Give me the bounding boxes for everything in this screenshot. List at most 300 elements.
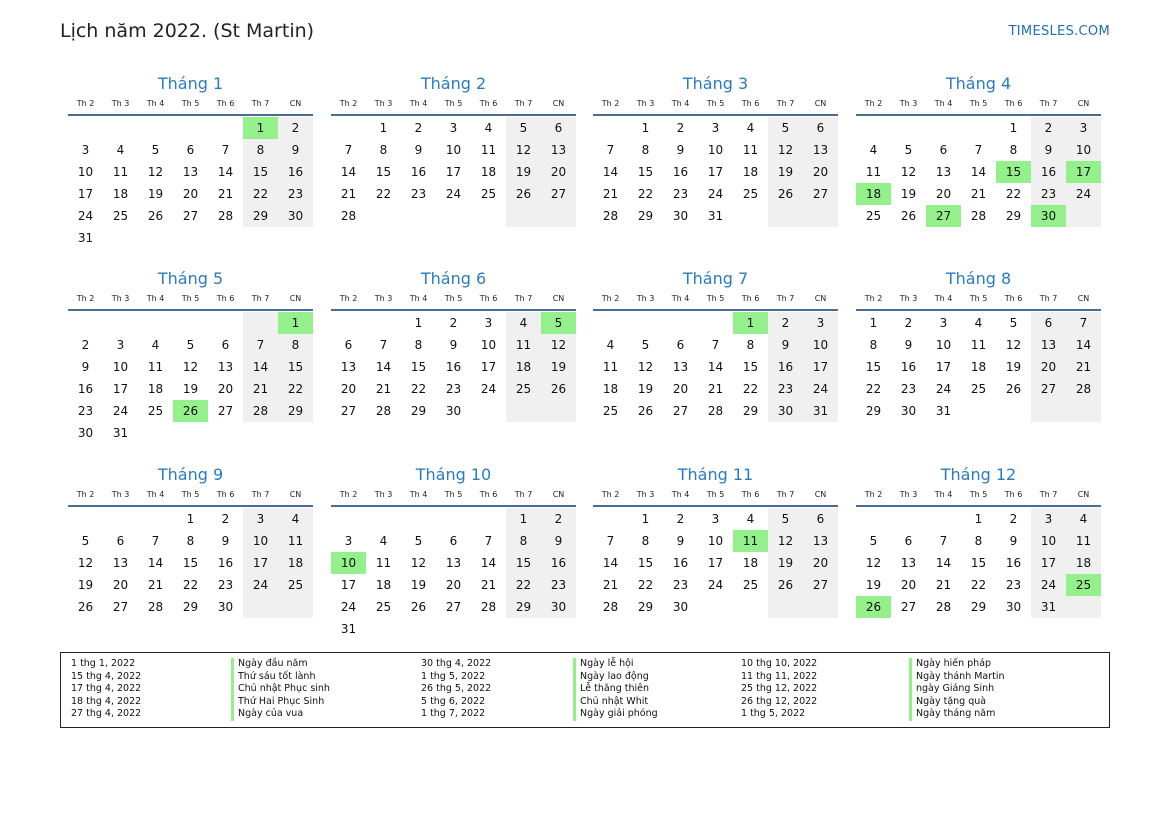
day-cell: 25: [742, 187, 759, 201]
day-cell: 30: [445, 404, 462, 418]
weekday-label: Th 5: [706, 490, 725, 499]
day-cell: 1: [519, 512, 528, 526]
day-cell: 17: [812, 360, 829, 374]
day-cell: 13: [812, 534, 829, 548]
day-cell: 19: [865, 578, 882, 592]
day-cell: 31: [707, 209, 724, 223]
legend-date: 26 thg 12, 2022: [741, 695, 818, 707]
day-cell: 9: [781, 338, 790, 352]
day-cell: 21: [340, 187, 357, 201]
weekday-label: CN: [552, 490, 565, 499]
day-cell: 24: [935, 382, 952, 396]
day-cell: 22: [287, 382, 304, 396]
day-cell: 2: [81, 338, 90, 352]
day-cell: 29: [742, 404, 759, 418]
day-cell: 16: [217, 556, 234, 570]
day-cell: 5: [81, 534, 90, 548]
day-cell: 1: [641, 512, 650, 526]
weekday-label: CN: [289, 99, 302, 108]
day-cell: 13: [445, 556, 462, 570]
day-cell: 22: [182, 578, 199, 592]
month-2: [331, 73, 576, 249]
day-cell: 12: [777, 534, 794, 548]
day-cell: 4: [484, 121, 493, 135]
day-cell: 8: [869, 338, 878, 352]
day-cell: 28: [217, 209, 234, 223]
day-cell: 15: [865, 360, 882, 374]
day-cell: 12: [77, 556, 94, 570]
day-cell: 15: [287, 360, 304, 374]
weekday-label: Th 7: [251, 294, 270, 303]
month-4: [856, 73, 1101, 249]
month-name: Tháng 1: [157, 74, 224, 93]
day-cell: 25: [112, 209, 129, 223]
weekday-label: Th 3: [111, 99, 130, 108]
day-cell: 3: [1079, 121, 1088, 135]
month-5: [68, 268, 313, 444]
day-cell: 21: [602, 187, 619, 201]
day-cell: 12: [515, 143, 532, 157]
day-cell: 26: [777, 187, 794, 201]
day-cell: 24: [1075, 187, 1092, 201]
legend-date: 1 thg 5, 2022: [741, 708, 806, 720]
day-cell: 2: [1044, 121, 1053, 135]
day-cell: 10: [112, 360, 129, 374]
day-cell: 23: [672, 578, 689, 592]
weekday-label: Th 2: [339, 294, 358, 303]
day-cell: 5: [641, 338, 650, 352]
legend-date: 15 thg 4, 2022: [71, 670, 142, 682]
holiday-day-cell: 26: [856, 596, 891, 618]
header-rule: [593, 505, 838, 507]
day-cell: 11: [1075, 534, 1092, 548]
day-cell: 11: [865, 165, 882, 179]
day-cell: 29: [637, 209, 654, 223]
month-9: [68, 464, 313, 640]
day-cell: 7: [606, 534, 615, 548]
day-cell: 27: [182, 209, 199, 223]
day-cell: 20: [112, 578, 129, 592]
day-cell: 8: [1009, 143, 1018, 157]
day-cell: 22: [410, 382, 427, 396]
day-cell: 23: [77, 404, 94, 418]
weekday-label: Th 7: [514, 99, 533, 108]
weekday-label: Th 4: [934, 490, 953, 499]
weekday-label: Th 4: [934, 99, 953, 108]
holiday-day-cell: 18: [856, 183, 891, 205]
holiday-day-cell: 25: [1066, 574, 1101, 596]
weekday-label: Th 4: [409, 294, 428, 303]
day-cell: 25: [375, 600, 392, 614]
day-cell: 6: [186, 143, 195, 157]
day-cell: 19: [182, 382, 199, 396]
day-cell: 27: [672, 404, 689, 418]
day-cell: 7: [1079, 316, 1088, 330]
day-cell: 19: [777, 556, 794, 570]
month-name: Tháng 6: [420, 269, 487, 288]
day-cell: 13: [182, 165, 199, 179]
weekday-label: Th 5: [969, 490, 988, 499]
day-cell: 8: [414, 338, 423, 352]
weekday-label: Th 4: [146, 490, 165, 499]
day-cell: 6: [449, 534, 458, 548]
day-cell: 16: [287, 165, 304, 179]
day-cell: 31: [812, 404, 829, 418]
day-cell: 14: [602, 556, 619, 570]
holiday-day-cell: 11: [733, 530, 768, 552]
day-cell: 18: [147, 382, 164, 396]
day-cell: 7: [221, 143, 230, 157]
day-cell: 9: [291, 143, 300, 157]
day-cell: 28: [935, 600, 952, 614]
day-cell: 31: [1040, 600, 1057, 614]
header-rule: [331, 114, 576, 116]
day-cell: 11: [112, 165, 129, 179]
day-cell: 23: [287, 187, 304, 201]
day-cell: 23: [410, 187, 427, 201]
day-cell: 9: [1044, 143, 1053, 157]
day-cell: 4: [379, 534, 388, 548]
day-cell: 10: [935, 338, 952, 352]
day-cell: 27: [340, 404, 357, 418]
weekday-label: Th 6: [1004, 490, 1023, 499]
weekday-label: Th 6: [741, 294, 760, 303]
month-3: [593, 73, 838, 249]
day-cell: 13: [935, 165, 952, 179]
weekday-label: CN: [1077, 294, 1090, 303]
weekday-header: [856, 97, 1101, 111]
legend-date: 11 thg 11, 2022: [741, 670, 818, 682]
day-cell: 8: [256, 143, 265, 157]
month-11: [593, 464, 838, 640]
holiday-day-cell: 1: [243, 117, 278, 139]
day-cell: 18: [1075, 556, 1092, 570]
day-cell: 25: [742, 578, 759, 592]
weekday-label: Th 3: [111, 490, 130, 499]
weekday-label: Th 2: [601, 99, 620, 108]
day-cell: 19: [1005, 360, 1022, 374]
day-cell: 28: [707, 404, 724, 418]
legend-date: 1 thg 1, 2022: [71, 658, 136, 669]
day-cell: 14: [147, 556, 164, 570]
weekday-label: Th 3: [374, 294, 393, 303]
legend-holiday-name: Ngày lao động: [573, 671, 658, 684]
day-cell: 21: [935, 578, 952, 592]
day-cell: 6: [816, 121, 825, 135]
day-cell: 7: [711, 338, 720, 352]
legend-holiday-name: Ngày thánh Martin: [909, 671, 1005, 684]
day-cell: 3: [256, 512, 265, 526]
weekday-header: [856, 292, 1101, 306]
month-name: Tháng 3: [682, 74, 749, 93]
day-cell: 3: [1044, 512, 1053, 526]
day-cell: 21: [375, 382, 392, 396]
legend-date: 10 thg 10, 2022: [741, 658, 818, 669]
day-cell: 1: [869, 316, 878, 330]
weekday-header: [68, 292, 313, 306]
day-cell: 1: [641, 121, 650, 135]
day-cell: 13: [812, 143, 829, 157]
day-cell: 6: [904, 534, 913, 548]
weekday-label: CN: [289, 294, 302, 303]
legend-holiday-name: Ngày đầu năm: [231, 658, 330, 671]
weekday-label: Th 2: [339, 490, 358, 499]
day-cell: 24: [707, 578, 724, 592]
day-cell: 22: [637, 187, 654, 201]
day-cell: 30: [287, 209, 304, 223]
day-cell: 24: [252, 578, 269, 592]
day-cell: 21: [252, 382, 269, 396]
header-rule: [593, 309, 838, 311]
day-cell: 16: [900, 360, 917, 374]
day-cell: 22: [637, 578, 654, 592]
legend-dates-3: [741, 658, 817, 721]
day-cell: 26: [900, 209, 917, 223]
weekday-label: Th 7: [514, 294, 533, 303]
weekday-header: [331, 292, 576, 306]
day-cell: 28: [375, 404, 392, 418]
weekday-label: Th 3: [636, 490, 655, 499]
weekday-label: Th 4: [409, 99, 428, 108]
day-grid: [331, 117, 576, 249]
weekday-header: [68, 97, 313, 111]
day-cell: 4: [746, 512, 755, 526]
day-cell: 6: [116, 534, 125, 548]
legend-holiday-name: Ngày giải phóng: [573, 708, 658, 721]
day-cell: 26: [410, 600, 427, 614]
day-cell: 23: [900, 382, 917, 396]
weekday-label: Th 5: [706, 294, 725, 303]
day-cell: 5: [186, 338, 195, 352]
holiday-day-cell: 1: [733, 312, 768, 334]
legend-holiday-name: Ngày của vua: [231, 708, 330, 721]
month-name: Tháng 8: [945, 269, 1012, 288]
legend-date: 25 thg 12, 2022: [741, 683, 818, 695]
day-cell: 12: [637, 360, 654, 374]
weekday-label: CN: [289, 490, 302, 499]
day-cell: 18: [480, 165, 497, 179]
day-cell: 29: [410, 404, 427, 418]
day-cell: 6: [1044, 316, 1053, 330]
day-cell: 28: [147, 600, 164, 614]
weekday-label: Th 4: [671, 99, 690, 108]
day-cell: 2: [904, 316, 913, 330]
legend-date: 1 thg 5, 2022: [421, 670, 486, 682]
day-cell: 5: [781, 121, 790, 135]
day-cell: 4: [974, 316, 983, 330]
day-grid: [593, 117, 838, 249]
header-rule: [856, 309, 1101, 311]
day-cell: 28: [252, 404, 269, 418]
day-cell: 13: [672, 360, 689, 374]
header-rule: [856, 505, 1101, 507]
weekday-label: Th 4: [146, 294, 165, 303]
day-cell: 22: [375, 187, 392, 201]
legend-date: 1 thg 7, 2022: [421, 708, 486, 720]
day-cell: 5: [869, 534, 878, 548]
day-cell: 11: [742, 143, 759, 157]
day-cell: 18: [287, 556, 304, 570]
day-cell: 11: [147, 360, 164, 374]
day-cell: 11: [515, 338, 532, 352]
day-cell: 3: [116, 338, 125, 352]
day-cell: 27: [217, 404, 234, 418]
weekday-label: Th 7: [776, 99, 795, 108]
site-brand[interactable]: TIMESLES.COM: [1008, 24, 1110, 39]
day-cell: 7: [379, 338, 388, 352]
day-cell: 10: [812, 338, 829, 352]
day-cell: 13: [1040, 338, 1057, 352]
day-cell: 5: [904, 143, 913, 157]
weekday-label: CN: [552, 99, 565, 108]
day-cell: 30: [900, 404, 917, 418]
day-cell: 16: [77, 382, 94, 396]
day-cell: 6: [554, 121, 563, 135]
day-cell: 29: [637, 600, 654, 614]
day-cell: 29: [970, 600, 987, 614]
month-10: [331, 464, 576, 640]
weekday-label: Th 3: [899, 99, 918, 108]
day-cell: 6: [676, 338, 685, 352]
day-cell: 3: [711, 512, 720, 526]
holiday-day-cell: 10: [331, 552, 366, 574]
weekday-label: Th 5: [181, 294, 200, 303]
day-cell: 7: [939, 534, 948, 548]
day-cell: 4: [291, 512, 300, 526]
day-cell: 26: [147, 209, 164, 223]
day-cell: 29: [865, 404, 882, 418]
day-cell: 28: [340, 209, 357, 223]
day-cell: 23: [445, 382, 462, 396]
month-name: Tháng 12: [940, 465, 1017, 484]
day-cell: 9: [676, 143, 685, 157]
day-cell: 27: [550, 187, 567, 201]
day-cell: 26: [1005, 382, 1022, 396]
day-cell: 21: [707, 382, 724, 396]
day-cell: 19: [777, 165, 794, 179]
day-cell: 21: [147, 578, 164, 592]
day-cell: 17: [935, 360, 952, 374]
day-cell: 15: [515, 556, 532, 570]
day-cell: 18: [970, 360, 987, 374]
day-cell: 21: [217, 187, 234, 201]
day-cell: 1: [414, 316, 423, 330]
day-cell: 22: [865, 382, 882, 396]
day-cell: 23: [1005, 578, 1022, 592]
day-cell: 20: [672, 382, 689, 396]
page-title: Lịch năm 2022. (St Martin): [60, 20, 315, 42]
header-rule: [593, 114, 838, 116]
weekday-label: Th 5: [181, 99, 200, 108]
day-cell: 23: [217, 578, 234, 592]
day-cell: 31: [935, 404, 952, 418]
day-cell: 22: [252, 187, 269, 201]
day-cell: 13: [550, 143, 567, 157]
weekday-label: Th 5: [969, 294, 988, 303]
day-cell: 21: [480, 578, 497, 592]
day-cell: 21: [602, 578, 619, 592]
day-cell: 4: [606, 338, 615, 352]
weekday-label: Th 6: [1004, 294, 1023, 303]
day-cell: 3: [711, 121, 720, 135]
weekday-label: Th 7: [776, 490, 795, 499]
day-cell: 9: [414, 143, 423, 157]
day-cell: 30: [77, 426, 94, 440]
day-cell: 10: [707, 143, 724, 157]
day-cell: 29: [515, 600, 532, 614]
day-cell: 16: [777, 360, 794, 374]
day-cell: 9: [554, 534, 563, 548]
weekday-label: Th 2: [339, 99, 358, 108]
day-cell: 2: [449, 316, 458, 330]
day-cell: 28: [480, 600, 497, 614]
day-cell: 12: [865, 556, 882, 570]
day-cell: 11: [602, 360, 619, 374]
weekday-label: Th 3: [899, 294, 918, 303]
weekday-header: [856, 488, 1101, 502]
weekday-label: Th 6: [216, 294, 235, 303]
legend-date: 26 thg 5, 2022: [421, 683, 492, 695]
legend-date: 17 thg 4, 2022: [71, 683, 142, 695]
day-cell: 24: [480, 382, 497, 396]
day-cell: 12: [900, 165, 917, 179]
weekday-label: Th 2: [76, 294, 95, 303]
day-cell: 7: [484, 534, 493, 548]
day-cell: 27: [112, 600, 129, 614]
day-cell: 14: [602, 165, 619, 179]
weekday-label: Th 6: [479, 99, 498, 108]
weekday-label: Th 7: [1039, 490, 1058, 499]
day-cell: 26: [550, 382, 567, 396]
day-cell: 22: [515, 578, 532, 592]
day-cell: 9: [221, 534, 230, 548]
weekday-label: Th 4: [146, 99, 165, 108]
day-cell: 5: [151, 143, 160, 157]
day-cell: 4: [1079, 512, 1088, 526]
day-cell: 17: [77, 187, 94, 201]
weekday-header: [331, 97, 576, 111]
day-cell: 15: [970, 556, 987, 570]
month-8: [856, 268, 1101, 444]
day-cell: 9: [1009, 534, 1018, 548]
day-grid: [593, 312, 838, 444]
day-cell: 20: [445, 578, 462, 592]
holiday-day-cell: 26: [173, 400, 208, 422]
weekday-label: Th 5: [444, 294, 463, 303]
day-cell: 1: [186, 512, 195, 526]
day-cell: 10: [77, 165, 94, 179]
month-name: Tháng 7: [682, 269, 749, 288]
day-cell: 8: [186, 534, 195, 548]
weekday-header: [68, 488, 313, 502]
day-cell: 20: [217, 382, 234, 396]
holiday-day-cell: 30: [1031, 205, 1066, 227]
day-cell: 20: [812, 165, 829, 179]
day-cell: 30: [217, 600, 234, 614]
day-cell: 30: [672, 600, 689, 614]
day-cell: 14: [340, 165, 357, 179]
day-cell: 8: [641, 143, 650, 157]
day-cell: 27: [812, 187, 829, 201]
day-cell: 21: [1075, 360, 1092, 374]
day-cell: 29: [252, 209, 269, 223]
day-cell: 27: [900, 600, 917, 614]
day-cell: 4: [519, 316, 528, 330]
day-cell: 13: [340, 360, 357, 374]
day-cell: 4: [746, 121, 755, 135]
day-cell: 17: [707, 556, 724, 570]
weekday-label: Th 4: [409, 490, 428, 499]
